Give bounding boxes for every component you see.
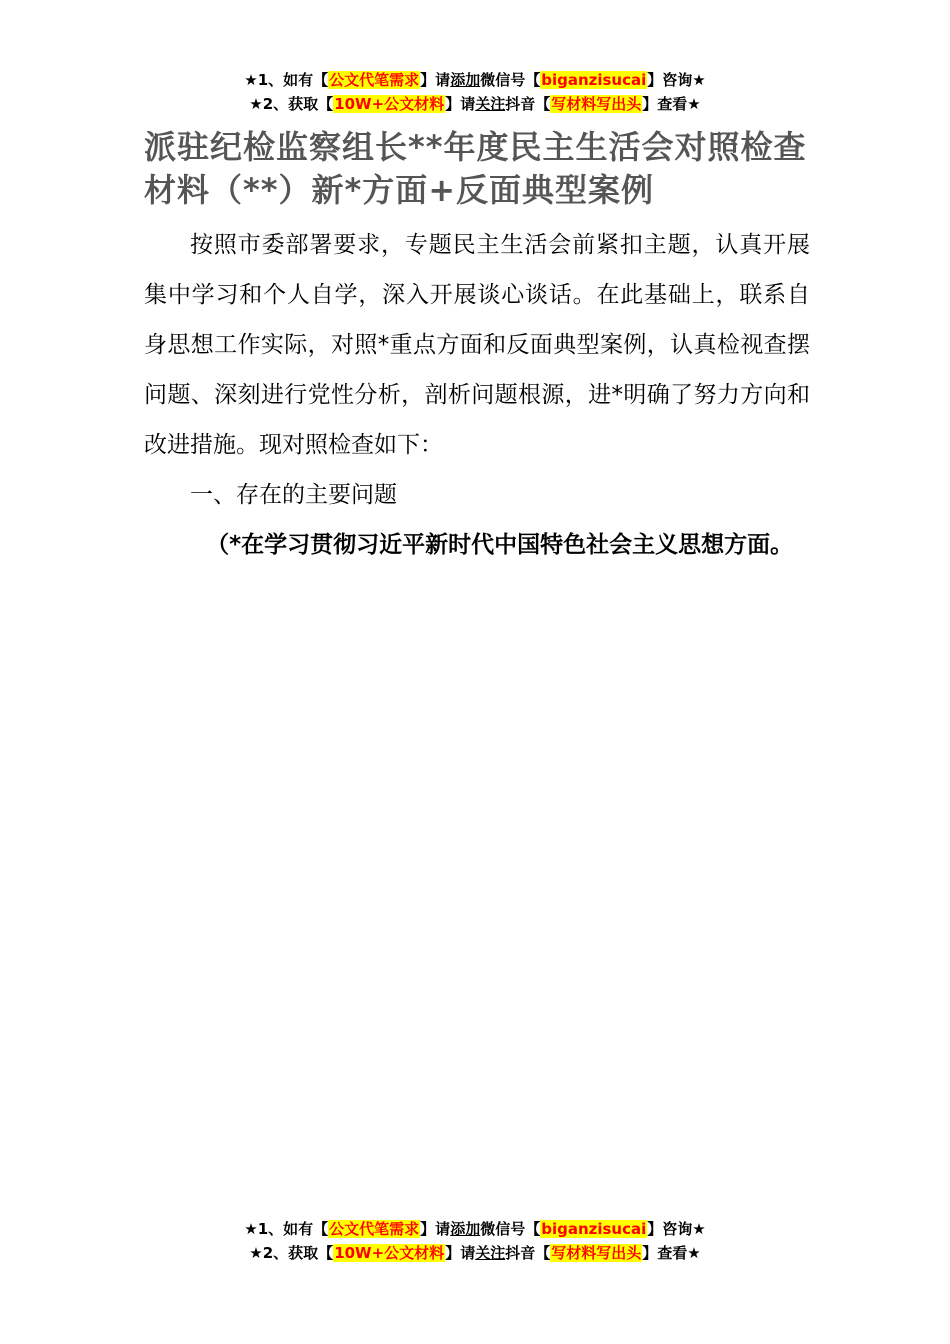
banner-text: 微信号【 [480, 1220, 541, 1238]
banner-underlined-text: 关注 [475, 1244, 506, 1262]
banner-line-2 [0, 1241, 950, 1265]
document-title: 派驻纪检监察组长**年度民主生活会对照检查材料（**）新*方面+反面典型案例 [144, 128, 807, 209]
banner-highlight: 公文代笔需求 [329, 71, 420, 89]
banner-underlined-text: 关注 [475, 95, 506, 113]
banner-text: 】咨询★ [647, 1220, 706, 1238]
banner-text: 微信号【 [480, 71, 541, 89]
banner-highlight: biganzisucai [541, 1220, 647, 1238]
banner-text: 】请 [420, 71, 451, 89]
banner-text: 】查看★ [642, 95, 701, 113]
banner-text: 抖音【 [505, 1244, 551, 1262]
banner-highlight: 写材料写出头 [551, 95, 642, 113]
banner-highlight: 10W+公文材料 [334, 1244, 445, 1262]
banner-text: 】请 [445, 95, 476, 113]
banner-text: ★1、如有【 [244, 71, 329, 89]
banner-underlined-text: 添加 [450, 1220, 481, 1238]
banner-line-1 [0, 68, 950, 92]
banner-underlined-text: 添加 [450, 71, 481, 89]
intro-paragraph: 按照市委部署要求，专题民主生活会前紧扣主题，认真开展集中学习和个人自学，深入开展谈心谈话。在此基础上，联系自身思想工作实际，对照*重点方面和反面典型案例，认真检视查摆问题、深刻进行党性分析，剖析问题根源，进*明确了努力方向和改进措施。现对照检查如下： [144, 232, 810, 458]
banner-text: 】请 [420, 1220, 451, 1238]
banner-text: ★1、如有【 [244, 1220, 329, 1238]
banner-text: ★2、获取【 [249, 95, 334, 113]
banner-text: 抖音【 [505, 95, 551, 113]
section-heading: 一、存在的主要问题 [190, 482, 397, 508]
banner-highlight: 10W+公文材料 [334, 95, 445, 113]
banner-highlight: 公文代笔需求 [329, 1220, 420, 1238]
banner-text: 】查看★ [642, 1244, 701, 1262]
banner-text: 】请 [445, 1244, 476, 1262]
banner-highlight: biganzisucai [541, 71, 647, 89]
document-body [144, 126, 810, 570]
banner-text: ★2、获取【 [249, 1244, 334, 1262]
banner-line-2 [0, 92, 950, 116]
header-banner [0, 68, 950, 116]
banner-highlight: 写材料写出头 [551, 1244, 642, 1262]
banner-text: 】咨询★ [647, 71, 706, 89]
subsection-heading: （*在学习贯彻习近平新时代中国特色社会主义思想方面。 [206, 532, 794, 558]
banner-line-1 [0, 1217, 950, 1241]
footer-banner [0, 1217, 950, 1265]
